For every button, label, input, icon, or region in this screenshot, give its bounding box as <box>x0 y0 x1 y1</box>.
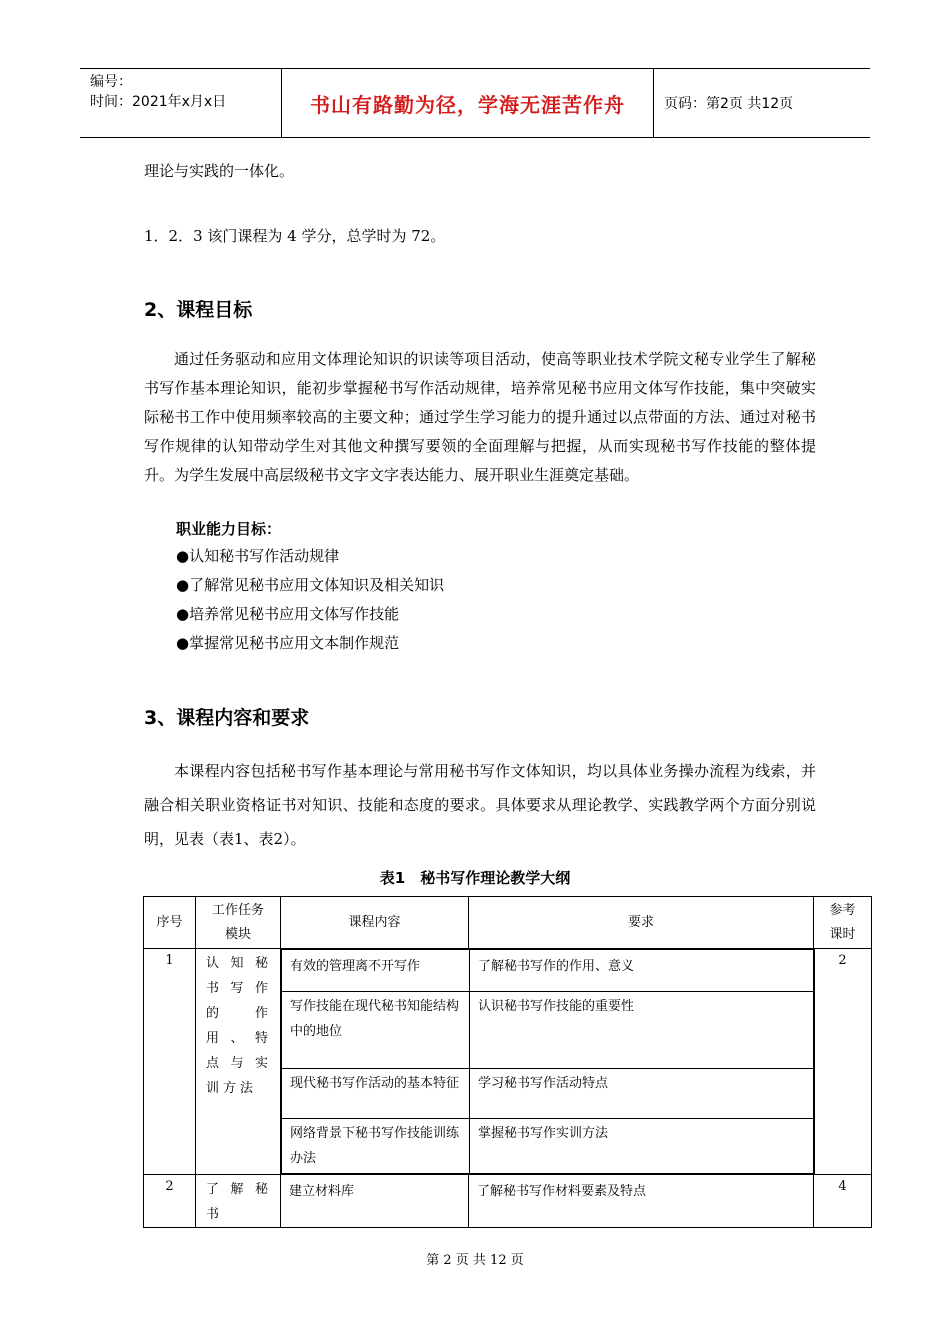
header-module <box>196 897 281 949</box>
row-hours: 2 <box>814 949 872 1175</box>
time-label: 时间：2021年x月x日 <box>90 94 227 110</box>
sub-row <box>282 1119 815 1174</box>
header-hours <box>814 897 872 949</box>
header-seq: 序号 <box>144 897 196 949</box>
syllabus-table <box>143 896 872 1228</box>
row-hours: 4 <box>814 1175 872 1228</box>
table-caption: 表1 秘书写作理论教学大纲 <box>379 869 571 887</box>
content-cell: 写作技能在现代秘书知能结构中的地位 <box>282 992 470 1069</box>
header-motto: 书山有路勤为径，学海无涯苦作舟 <box>282 69 654 137</box>
header-hours-line1: 参考 <box>829 902 856 918</box>
page-footer: 第 2 页 共 12 页 <box>426 1253 524 1268</box>
paragraph-line: 理论与实践的一体化。 <box>144 162 295 180</box>
row-seq: 2 <box>144 1175 196 1228</box>
header-module-line1: 工作任务 <box>211 902 264 918</box>
content-cell: 建立材料库 <box>281 1175 469 1228</box>
sub-row <box>282 950 815 992</box>
header-requirement: 要求 <box>469 897 814 949</box>
section-3-paragraph: 本课程内容包括秘书写作基本理论与常用秘书写作文体知识，均以具体业务操办流程为线索，并融合相关职业资格证书对知识、技能和态度的要求。具体要求从理论教学、实践教学两个方面分别说明，见表（表1、表2）。 <box>144 762 816 848</box>
section-3-title: 3、课程内容和要求 <box>144 707 310 729</box>
header-module-line2: 模块 <box>224 926 251 942</box>
table-row <box>144 949 872 1175</box>
header-meta <box>80 69 282 137</box>
ability-title: 职业能力目标： <box>176 520 282 538</box>
bullet-item: ●了解常见秘书应用文体知识及相关知识 <box>176 576 445 594</box>
content-cell: 网络背景下秘书写作技能训练办法 <box>282 1119 470 1174</box>
header-page-info: 页码：第2页 共12页 <box>664 96 794 112</box>
section-2-paragraph: 通过任务驱动和应用文体理论知识的识读等项目活动，使高等职业技术学院文秘专业学生了解秘书写作基本理论知识，能初步掌握秘书写作活动规律，培养常见秘书应用文体写作技能，集中突破实际秘书工作中使用频率较高的主要文种；通过学生学习能力的提升通过以点带面的方法、通过对秘书写作规律的认知带动学生对其他文种撰写要领的全面理解与把握，从而实现秘书写作技能的整体提升。为学生发展中高层级秘书文字文字表达能力、展开职业生涯奠定基础。 <box>144 350 816 484</box>
section-2-title: 2、课程目标 <box>144 299 253 321</box>
row-module: 认知秘书写作的作用、特点与实训方法 <box>196 949 281 1175</box>
code-label: 编号： <box>90 74 132 90</box>
document-header <box>80 68 870 138</box>
row-module: 了解秘书 <box>196 1175 281 1228</box>
requirement-cell: 认识秘书写作技能的重要性 <box>470 992 815 1069</box>
table-header-row <box>144 897 872 949</box>
requirement-cell: 了解秘书写作的作用、意义 <box>470 950 815 992</box>
bullet-item: ●培养常见秘书应用文体写作技能 <box>176 605 400 623</box>
table-row <box>144 1175 872 1228</box>
row-subgrid <box>281 949 814 1175</box>
sub-row <box>282 1069 815 1119</box>
bullet-item: ●认知秘书写作活动规律 <box>176 547 340 565</box>
header-content: 课程内容 <box>281 897 469 949</box>
sub-row <box>282 992 815 1069</box>
credits-line: 1．2．3 该门课程为 4 学分，总学时为 72。 <box>144 227 446 245</box>
requirement-cell: 学习秘书写作活动特点 <box>470 1069 815 1119</box>
header-hours-line2: 课时 <box>829 926 856 942</box>
bullet-item: ●掌握常见秘书应用文本制作规范 <box>176 634 400 652</box>
requirement-cell: 掌握秘书写作实训方法 <box>470 1119 815 1174</box>
content-cell: 有效的管理离不开写作 <box>282 950 470 992</box>
row-seq: 1 <box>144 949 196 1175</box>
content-cell: 现代秘书写作活动的基本特征 <box>282 1069 470 1119</box>
requirement-cell: 了解秘书写作材料要素及特点 <box>469 1175 814 1228</box>
